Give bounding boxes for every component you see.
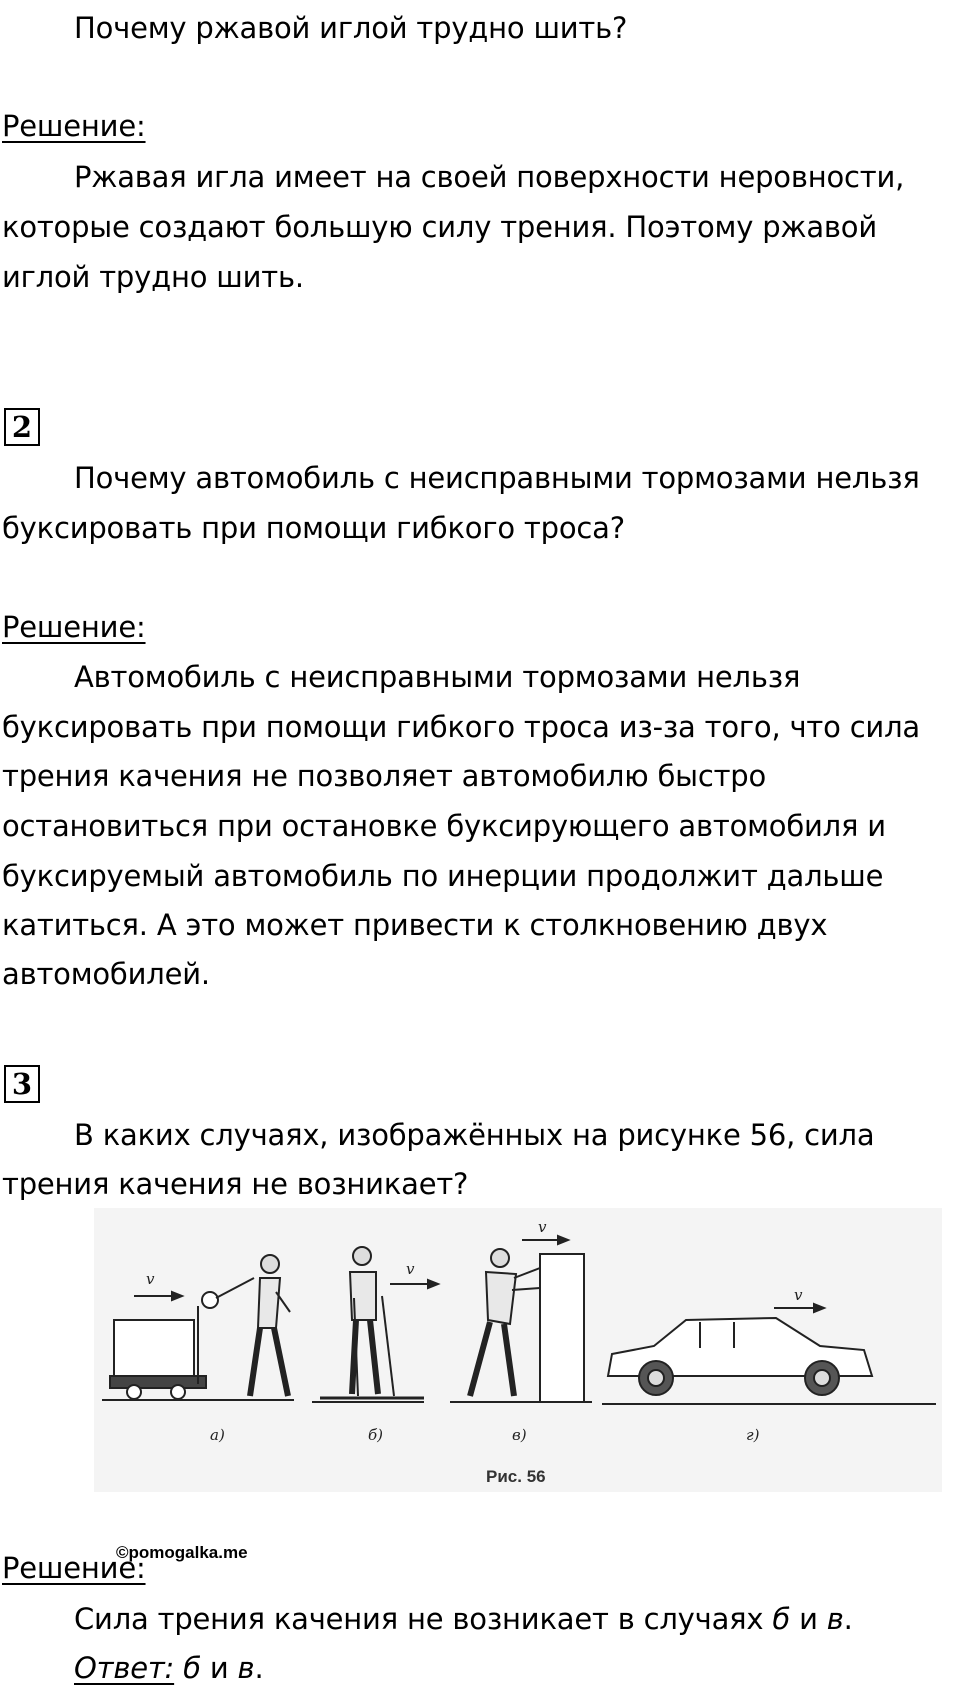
solution-2-label: Решение: <box>2 610 146 644</box>
task-number-3: 3 <box>4 1065 40 1103</box>
velocity-label-g: v <box>794 1286 803 1304</box>
figure-caption: Рис. 56 <box>486 1467 546 1486</box>
answer-case-b: б <box>183 1651 201 1685</box>
solution-1-line-1: Ржавая игла имеет на своей поверхности неровности, <box>74 160 905 194</box>
question-2-line-1: Почему автомобиль с неисправными тормозами нельзя <box>74 461 920 495</box>
question-1-text: Почему ржавой иглой трудно шить? <box>74 11 628 45</box>
panel-label-a: а) <box>210 1426 225 1444</box>
velocity-label-a: v <box>146 1270 155 1288</box>
solution-2-line-1: Автомобиль с неисправными тормозами нельзя <box>74 660 801 694</box>
watermark: ©pomogalka.me <box>116 1543 248 1562</box>
solution-1-label: Решение: <box>2 109 146 143</box>
solution-1-line-2: которые создают большую силу трения. Поэтому ржавой <box>2 210 877 244</box>
question-3-line-2: трения качения не возникает? <box>2 1167 469 1201</box>
solution-3-case-b: б <box>772 1602 791 1636</box>
solution-1-line-3: иглой трудно шить. <box>2 260 304 294</box>
velocity-label-v: v <box>538 1218 547 1236</box>
solution-2-line-6: катиться. А это может привести к столкновению двух <box>2 908 828 942</box>
question-3-line-1: В каких случаях, изображённых на рисунке 56, сила <box>74 1118 875 1152</box>
task-number-2: 2 <box>4 408 40 446</box>
panel-label-b: б) <box>368 1426 384 1444</box>
answer-line <box>74 1643 263 1693</box>
answer-label: Ответ: <box>74 1651 175 1685</box>
solution-3-end: . <box>843 1602 853 1636</box>
solution-3-text-main: Сила трения качения не возникает в случаях <box>74 1602 773 1636</box>
solution-2-line-3: трения качения не позволяет автомобилю быстро <box>2 759 767 793</box>
velocity-label-b: v <box>406 1260 415 1278</box>
solution-3-label: Решение: <box>2 1551 146 1585</box>
solution-3-text <box>74 1594 853 1644</box>
answer-case-v: в <box>237 1651 255 1685</box>
figure-56 <box>94 1208 942 1492</box>
solution-3-and: и <box>790 1602 827 1636</box>
question-2-line-2: буксировать при помощи гибкого троса? <box>2 511 625 545</box>
panel-label-v: в) <box>512 1426 527 1444</box>
answer-space <box>174 1651 183 1685</box>
answer-and: и <box>200 1651 238 1685</box>
solution-2-line-7: автомобилей. <box>2 957 210 991</box>
solution-2-line-5: буксируемый автомобиль по инерции продолжит дальше <box>2 859 884 893</box>
panel-label-g: г) <box>746 1426 760 1444</box>
solution-2-line-2: буксировать при помощи гибкого троса из-за того, что сила <box>2 710 920 744</box>
solution-3-case-v: в <box>826 1602 844 1636</box>
answer-end: . <box>254 1651 264 1685</box>
solution-2-line-4: остановиться при остановке буксирующего автомобиля и <box>2 809 886 843</box>
